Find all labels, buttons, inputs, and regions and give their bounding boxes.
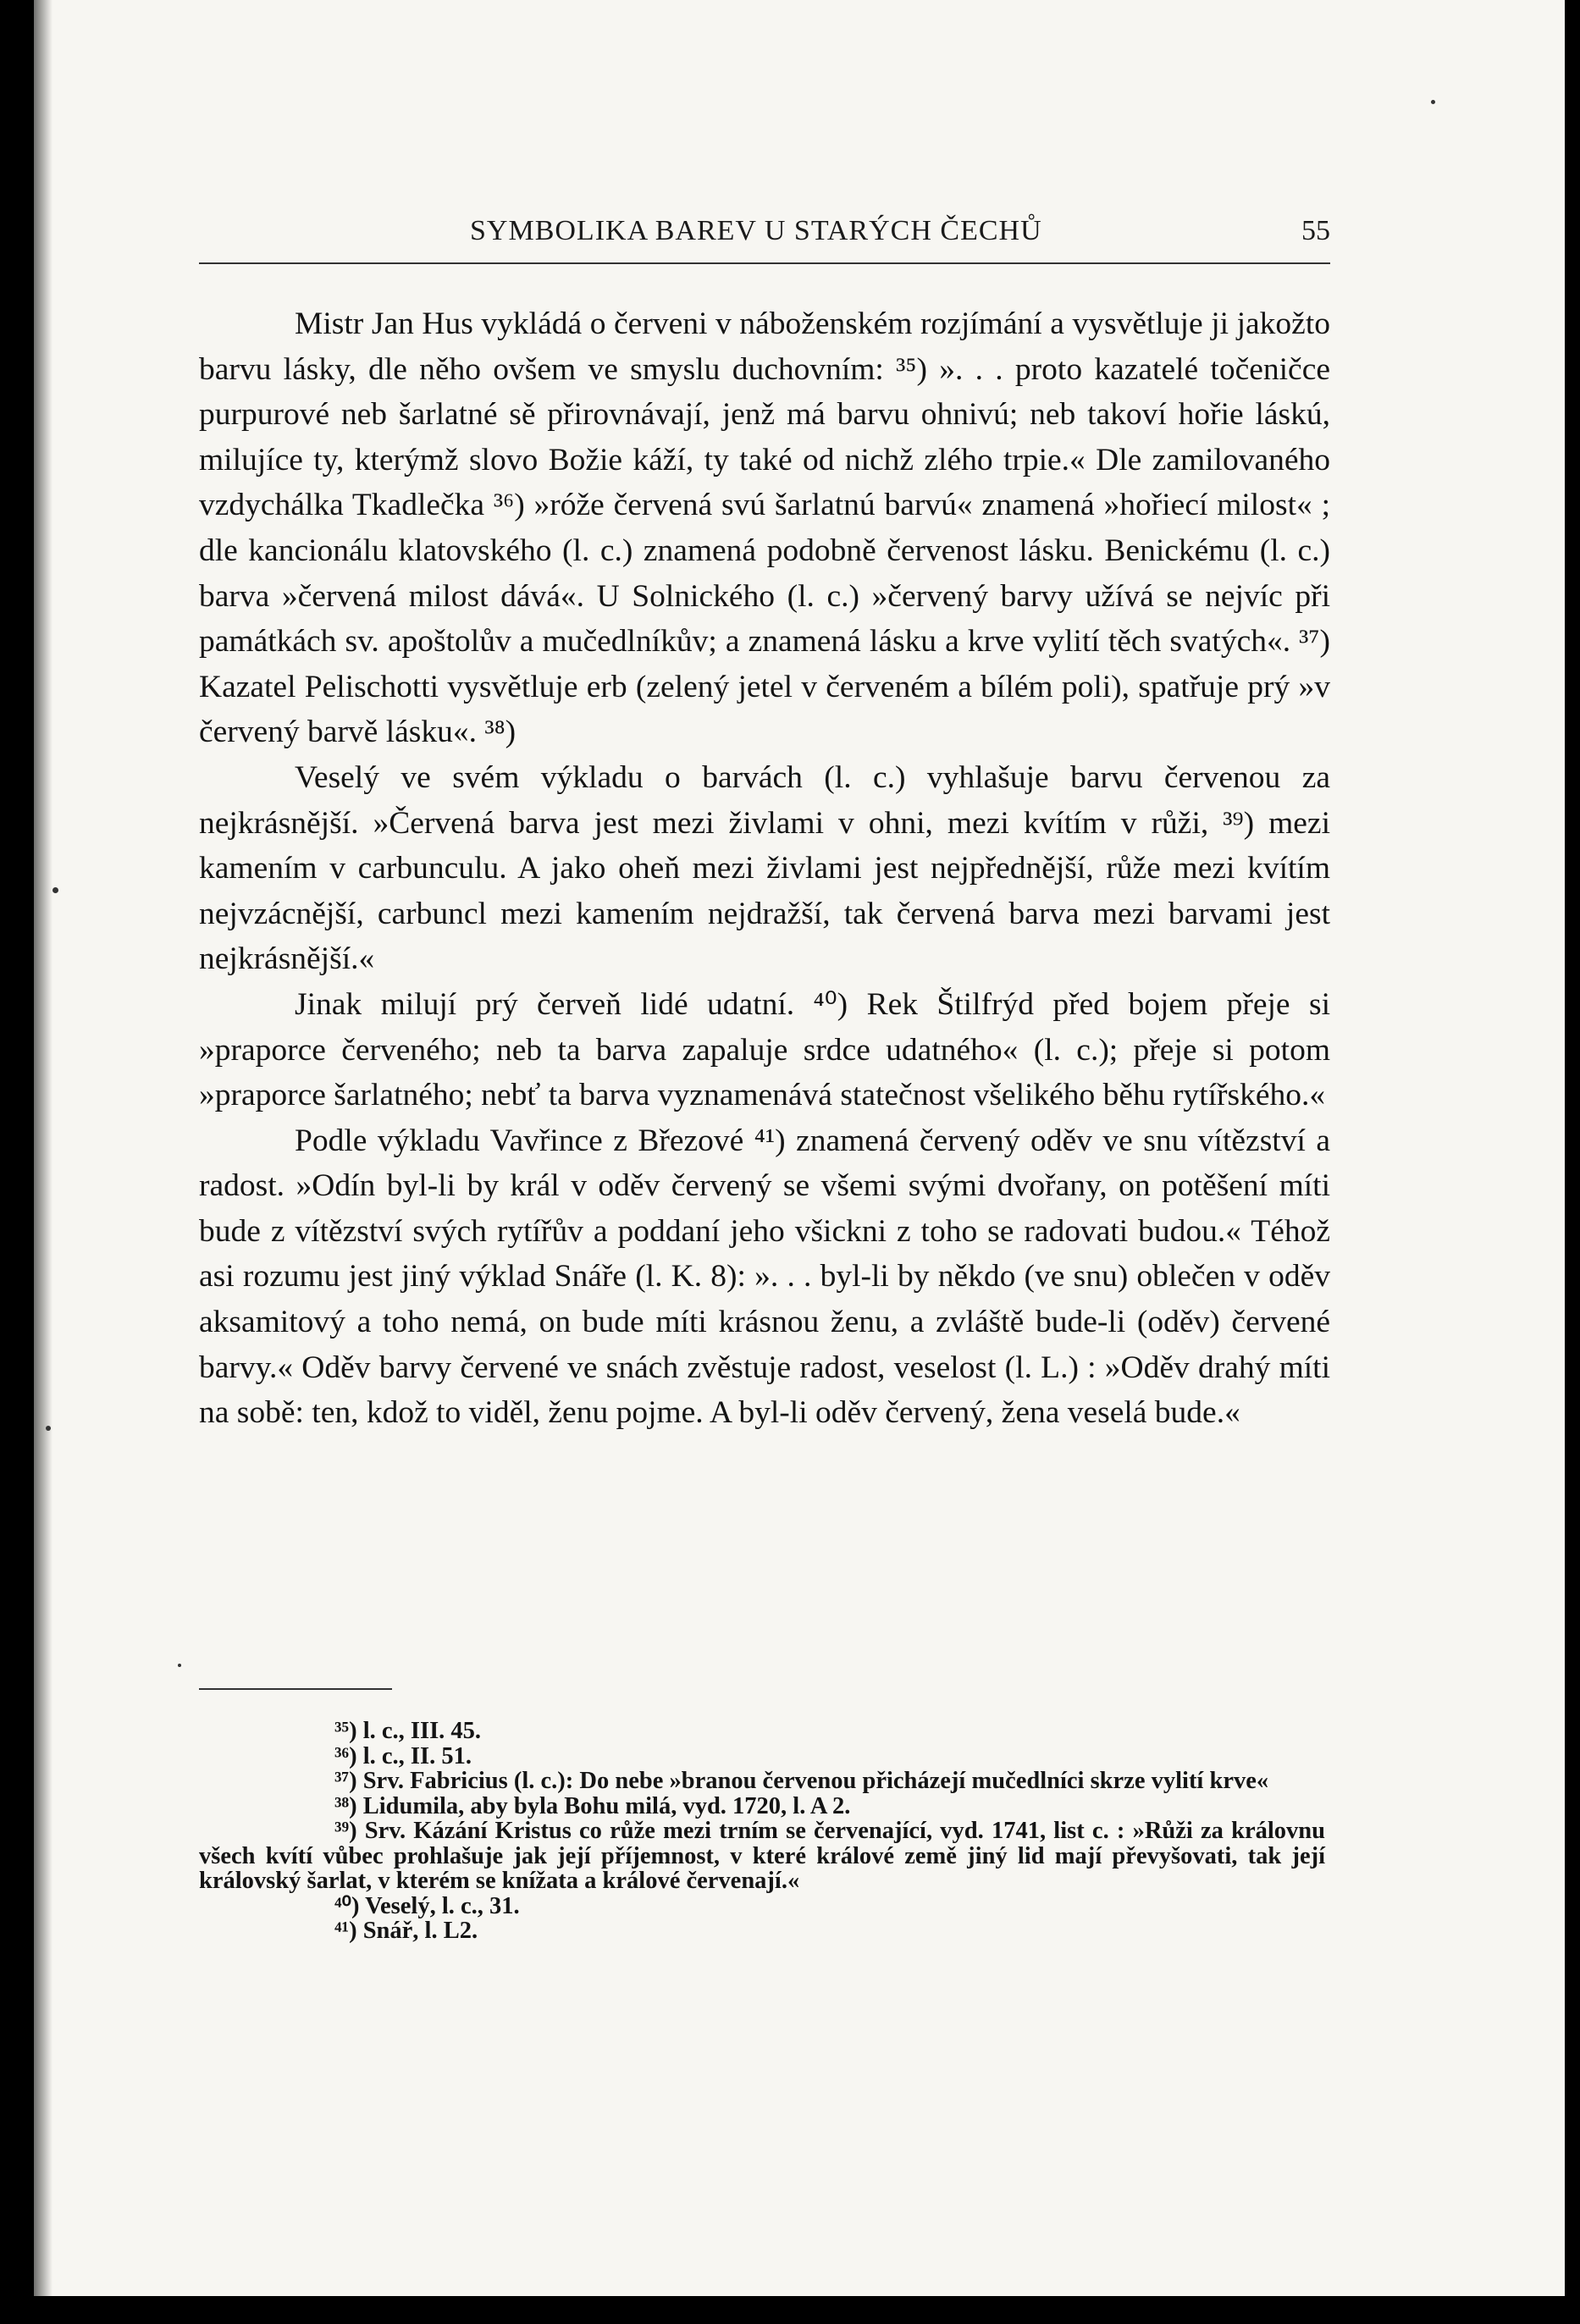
scan-speck: [46, 1426, 51, 1431]
scan-speck: [1431, 100, 1435, 104]
paragraph: Podle výkladu Vavřince z Březové ⁴¹) znamená červený oděv ve snu vítězství a radost. »Odín byl-li by král v oděv červený se všemi svými dvořany, on potěšení míti bude z vítězství svých rytířův a poddaní jeho všickni z toho se radovati budou.« Téhož asi rozumu jest jiný výklad Snáře (l. K. 8): ». . . byl-li by někdo (ve snu) oblečen v oděv aksamitový a toho nemá, on bude míti krásnou ženu, a zvláště bude-li (oděv) červené barvy.« Oděv barvy červené ve snách zvěstuje radost, veselost (l. L.) : »Oděv drahý míti na sobě: ten, kdož to viděl, ženu pojme. A byl-li oděv červený, žena veselá bude.«: [199, 1123, 1330, 1431]
footnote: ³⁶) l. c., II. 51.: [334, 1742, 472, 1769]
footnote: ⁴⁰) Veselý, l. c., 31.: [334, 1892, 520, 1919]
scan-border: [0, 2296, 1580, 2324]
footnote: ⁴¹) Snář, l. L2.: [334, 1918, 478, 1944]
body-text: [199, 301, 1330, 1436]
running-title: SYMBOLIKA BAREV U STARÝCH ČECHŮ: [470, 215, 1042, 246]
scan-speck: [52, 887, 58, 893]
page-edge-shadow: [34, 0, 52, 2296]
footnote: ³⁸) Lidumila, aby byla Bohu milá, vyd. 1720, l. A 2.: [334, 1792, 851, 1819]
scan-speck: [178, 1664, 181, 1667]
footnote: ³⁷) Srv. Fabricius (l. c.): Do nebe »branou červenou přicházejí mučedlníci skrze vylití krve«: [334, 1768, 1269, 1794]
footnotes: [199, 1719, 1325, 1944]
paragraph: Veselý ve svém výkladu o barvách (l. c.) vyhlašuje barvu červenou za nejkrásnější. »Červená barva jest mezi živlami v ohni, mezi kvítím v růži, ³⁹) mezi kamením v carbunculu. A jako oheň mezi živlami jest nejpřednější, růže mezi kvítím nejvzácnější, carbuncl mezi kamením nejdražší, tak červená barva mezi barvami jest nejkrásnější.«: [199, 759, 1330, 977]
page-header: [199, 210, 1330, 264]
paragraph: Jinak milují prý červeň lidé udatní. ⁴⁰) Rek Štilfrýd před bojem přeje si »praporce červeného; neb ta barva zapaluje srdce udatného« (l. c.); přeje si potom »praporce šarlatného; nebť ta barva vyznamenává statečnost všelikého běhu rytířského.«: [199, 986, 1330, 1113]
footnote-divider: [199, 1688, 392, 1690]
page-number: 55: [1301, 215, 1330, 246]
footnote: ³⁵) l. c., III. 45.: [334, 1718, 482, 1744]
paragraph: Mistr Jan Hus vykládá o červeni v náboženském rozjímání a vysvětluje ji jakožto barvu lásky, dle něho ovšem ve smyslu duchovním: ³⁵) ». . . proto kazatelé točeničce purpurové neb šarlatné sě přirovnávají, jenž má barvu ohnivú; neb takoví hořie láskú, milujíce ty, kterýmž slovo Božie káží, ty také od nichž zlého trpie.« Dle zamilovaného vzdychálka Tkadlečka ³⁶) »róže červená svú šarlatnú barvú« znamená »hořiecí milost« ; dle kancionálu klatovského (l. c.) znamená podobně červenost lásku. Benickému (l. c.) barva »červená milost dává«. U Solnického (l. c.) »červený barvy užívá se nejvíc při památkách sv. apoštolův a mučedlníkův; a znamená lásku a krve vylití těch svatých«. ³⁷) Kazatel Pelischotti vysvětluje erb (zelený jetel v červeném a bílém poli), spatřuje prý »v červený barvě lásku«. ³⁸): [199, 306, 1330, 750]
footnote: ³⁹) Srv. Kázání Kristus co růže mezi trním se červenající, vyd. 1741, list c. : »Růži za královnu všech kvítí vůbec prohlašuje jak její příjemnost, v které králové země jiný lid mají převyšovati, tak její královský šarlat, v kterém se knížata a králové červenají.«: [199, 1818, 1325, 1894]
